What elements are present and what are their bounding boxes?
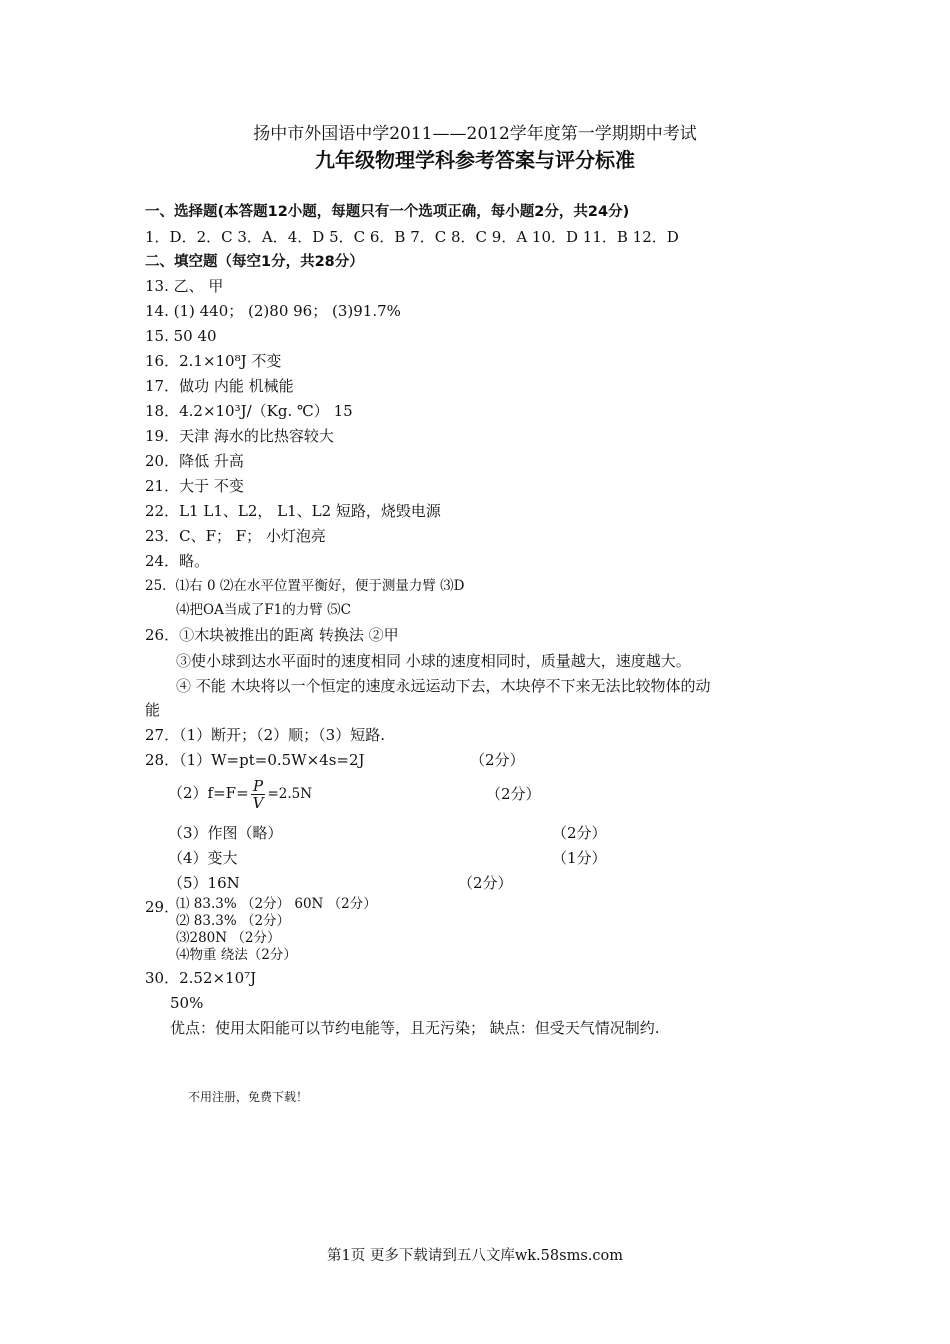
answer-28-part-4: （4）变大 [168, 849, 238, 867]
answer-14: 14. (1) 440； (2)80 96； (3)91.7% [145, 302, 401, 320]
answer-28-part-3: （3）作图（略） [168, 824, 283, 842]
answer-21: 21．大于 不变 [145, 477, 244, 495]
answer-28-part-5: （5）16N [168, 874, 240, 892]
answer-15: 15. 50 40 [145, 327, 217, 345]
answer-29-part-2: ⑵ 83.3% （2分） [176, 913, 291, 929]
answer-20: 20．降低 升高 [145, 452, 244, 470]
answer-30-line-2: 50% [170, 994, 204, 1012]
answer-23: 23．C、F； F； 小灯泡亮 [145, 527, 326, 545]
answer-28-part-1: 28．（1）W=pt=0.5W×4s=2J [145, 751, 365, 769]
answer-25-line-1: 25．⑴右 0 ⑵在水平位置平衡好，便于测量力臂 ⑶D [145, 578, 465, 594]
exam-title-school: 扬中市外国语中学2011——2012学年度第一学期期中考试 [253, 124, 697, 144]
answer-29-label: 29． [145, 898, 180, 916]
answer-26-line-3: ④ 不能 木块将以一个恒定的速度永远运动下去，木块停不下来无法比较物体的动 [176, 677, 711, 695]
page-footer: 第1页 更多下载请到五八文库wk.58sms.com [327, 1248, 623, 1264]
answer-28-part-5-score: （2分） [458, 874, 513, 892]
choice-answers: 1．D．2．C 3．A．4．D 5．C 6．B 7．C 8．C 9．A 10．D 11．B 12．D [145, 228, 679, 246]
answer-28-part-3-score: （2分） [552, 824, 607, 842]
answer-17: 17．做功 内能 机械能 [145, 377, 294, 395]
fraction-numerator: P [251, 778, 266, 795]
answer-25-line-2: ⑷把OA当成了F1的力臂 ⑸C [176, 602, 351, 618]
answer-29-part-4: ⑷物重 绕法（2分） [176, 947, 297, 963]
answer-30-line-1: 30．2.52×10⁷J [145, 969, 257, 987]
answer-28-part-1-score: （2分） [470, 751, 525, 769]
section-1-heading: 一、选择题(本答题12小题，每题只有一个选项正确，每小题2分，共24分) [145, 204, 630, 220]
answer-26-line-4: 能 [145, 701, 161, 719]
answer-27: 27．（1）断开；（2）顺；（3）短路. [145, 726, 385, 744]
answer-18: 18．4.2×10³J/（Kg. ℃） 15 [145, 402, 353, 420]
answer-29-part-1: ⑴ 83.3% （2分） 60N （2分） [176, 896, 377, 912]
answer-24: 24．略。 [145, 552, 210, 570]
answer-16: 16．2.1×10⁸J 不变 [145, 352, 282, 370]
power-over-velocity-fraction [251, 778, 266, 811]
answer-19: 19．天津 海水的比热容较大 [145, 427, 334, 445]
answer-28-part-2-prefix: （2）f=F= [168, 784, 249, 802]
answer-13: 13. 乙、 甲 [145, 277, 224, 295]
answer-26-line-2: ③使小球到达水平面时的速度相同 小球的速度相同时，质量越大，速度越大。 [176, 652, 691, 670]
answer-29-part-3: ⑶280N （2分） [176, 930, 281, 946]
answer-28-part-4-score: （1分） [552, 849, 607, 867]
answer-28-part-2-result: =2.5N [267, 786, 313, 802]
section-2-heading: 二、填空题（每空1分，共28分） [145, 254, 364, 270]
answer-22: 22．L1 L1、L2， L1、L2 短路，烧毁电源 [145, 502, 441, 520]
fraction-denominator: V [252, 793, 264, 812]
download-note: 不用注册，免费下载！ [188, 1090, 309, 1104]
answer-28-part-2-score: （2分） [486, 785, 541, 803]
answer-28-part-2 [168, 776, 312, 816]
page-title: 九年级物理学科参考答案与评分标准 [315, 148, 635, 172]
answer-26-line-1: 26．①木块被推出的距离 转换法 ②甲 [145, 626, 399, 644]
answer-30-line-3: 优点：使用太阳能可以节约电能等，且无污染； 缺点：但受天气情况制约. [170, 1019, 660, 1037]
